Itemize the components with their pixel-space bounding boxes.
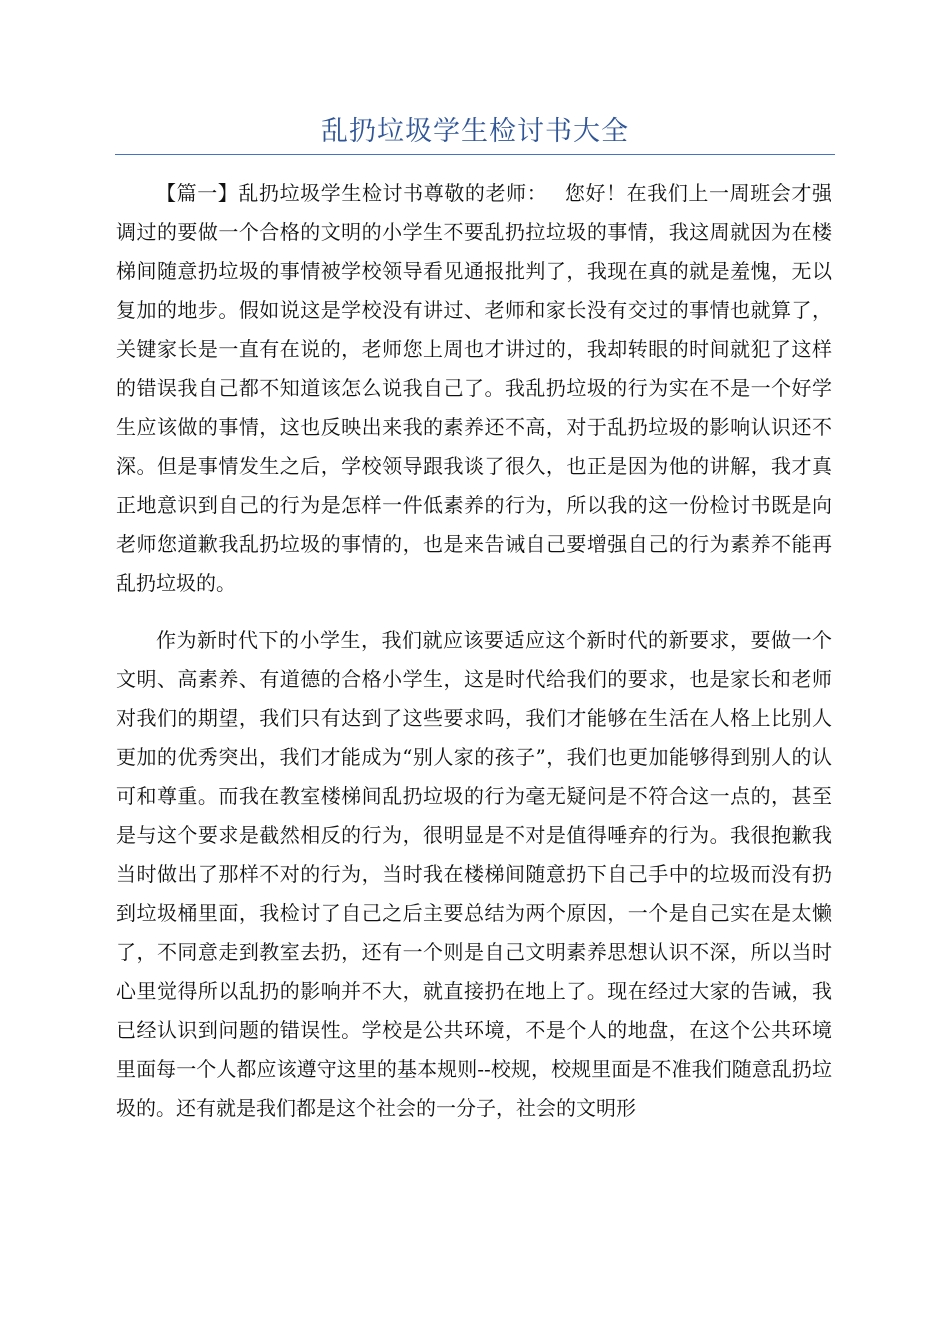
- paragraph-2: 作为新时代下的小学生，我们就应该要适应这个新时代的新要求，要做一个文明、高素养、有道德的合格小学生，这是时代给我们的要求，也是家长和老师对我们的期望，我们只有达到了这些要求吗，我们才能够在生活在人格上比别人更加的优秀突出，我们才能成为“别人家的孩子”，我们也更加能够得到别人的认可和尊重。而我在教室楼梯间乱扔垃圾的行为毫无疑问是不符合这一点的，甚至是与这个要求是截然相反的行为，很明显是不对是值得唾弃的行为。我很抱歉我当时做出了那样不对的行为，当时我在楼梯间随意扔下自己手中的垃圾而没有扔到垃圾桶里面，我检讨了自己之后主要总结为两个原因，一个是自己实在是太懒了，不同意走到教室去扔，还有一个则是自己文明素养思想认识不深，所以当时心里觉得所以乱扔的影响并不大，就直接扔在地上了。现在经过大家的告诫，我已经认识到问题的错误性。学校是公共环境，不是个人的地盘，在这个公共环境里面每一个人都应该遵守这里的基本规则--校规，校规里面是不准我们随意乱扔垃圾的。还有就是我们都是这个社会的一分子，社会的文明形: [116, 628, 832, 1120]
- document-body: [116, 174, 832, 1128]
- document-title: 乱扔垃圾学生检讨书大全: [321, 116, 629, 147]
- paragraph-1: 【篇一】乱扔垃圾学生检讨书尊敬的老师： 您好！在我们上一周班会才强调过的要做一个合格的文明的小学生不要乱扔拉垃圾的事情，我这周就因为在楼梯间随意扔垃圾的事情被学校领导看见通报批判了，我现在真的就是羞愧，无以复加的地步。假如说这是学校没有讲过、老师和家长没有交过的事情也就算了，关键家长是一直有在说的，老师您上周也才讲过的，我却转眼的时间就犯了这样的错误我自己都不知道该怎么说我自己了。我乱扔垃圾的行为实在不是一个好学生应该做的事情，这也反映出来我的素养还不高，对于乱扔垃圾的影响认识还不深。但是事情发生之后，学校领导跟我谈了很久，也正是因为他的讲解，我才真正地意识到自己的行为是怎样一件低素养的行为，所以我的这一份检讨书既是向老师您道歉我乱扔垃圾的事情的，也是来告诫自己要增强自己的行为素养不能再乱扔垃圾的。: [116, 181, 832, 595]
- title-underline: [115, 154, 835, 155]
